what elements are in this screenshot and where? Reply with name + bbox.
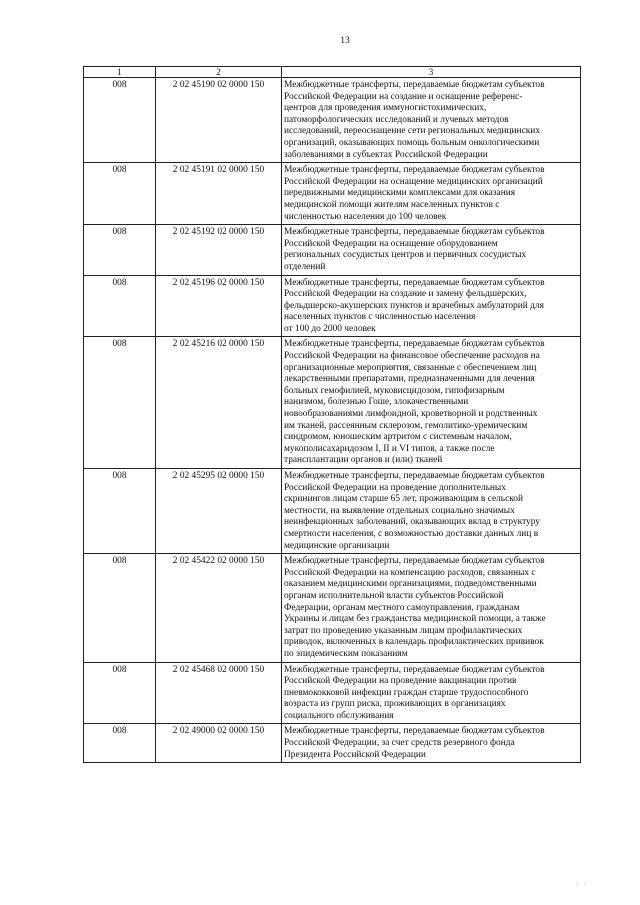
kbk-code-cell: 2 02 45192 02 0000 150: [156, 225, 282, 275]
description-cell: Межбюджетные трансферты, передаваемые бюджетам субъектов Российской Федерации на оснащение медицинских организаций передвижными медицинскими комплексами для оказания медицинской помощи жителям населенных пунктов с численностью населения до 100 человек: [282, 163, 581, 225]
admin-code-cell: 008: [84, 337, 156, 469]
kbk-code-cell: 2 02 45216 02 0000 150: [156, 337, 282, 469]
table-row: [84, 724, 581, 763]
column-header-3: 3: [282, 67, 581, 78]
kbk-code-cell: 2 02 45295 02 0000 150: [156, 469, 282, 554]
admin-code-cell: 008: [84, 469, 156, 554]
kbk-code-cell: 2 02 45196 02 0000 150: [156, 275, 282, 337]
admin-code-cell: 008: [84, 163, 156, 225]
table-row: [84, 225, 581, 275]
table-header-row: [84, 67, 581, 78]
description-cell: Межбюджетные трансферты, передаваемые бюджетам субъектов Российской Федерации на проведение дополнительных скринингов лицам старше 65 лет, проживающим в сельской местности, на выявление отдельных социально значимых неинфекционных заболеваний, оказывающих вклад в структуру смертности населения, с возможностью доставки данных лиц в медицинские организации: [282, 469, 581, 554]
admin-code-cell: 008: [84, 554, 156, 662]
table-row: [84, 554, 581, 662]
admin-code-cell: 008: [84, 275, 156, 337]
description-cell: Межбюджетные трансферты, передаваемые бюджетам субъектов Российской Федерации на компенсацию расходов, связанных с оказанием медицинскими организациями, подведомственными органам исполнительной власти субъектов Российской Федерации, органам местного самоуправления, гражданам Украины и лицам без гражданства медицинской помощи, а также затрат по проведению указанным лицам профилактических приводок, включенных в календарь профилактических прививок по эпидемическим показаниям: [282, 554, 581, 662]
table-row: [84, 469, 581, 554]
kbk-code-cell: 2 02 45191 02 0000 150: [156, 163, 282, 225]
admin-code-cell: 008: [84, 724, 156, 763]
column-header-1: 1: [84, 67, 156, 78]
table-row: [84, 78, 581, 163]
table-row: [84, 337, 581, 469]
budget-codes-table: [83, 66, 581, 763]
admin-code-cell: 008: [84, 225, 156, 275]
description-cell: Межбюджетные трансферты, передаваемые бюджетам субъектов Российской Федерации, за счет средств резервного фонда Президента Российской Федерации: [282, 724, 581, 763]
kbk-code-cell: 2 02 45468 02 0000 150: [156, 662, 282, 724]
kbk-code-cell: 2 02 45422 02 0000 150: [156, 554, 282, 662]
description-cell: Межбюджетные трансферты, передаваемые бюджетам субъектов Российской Федерации на создание и замену фельдшерских, фельдшерско-акушерских пунктов и врачебных амбулаторий для населенных пунктов с численностью населения от 100 до 2000 человек: [282, 275, 581, 337]
column-header-2: 2: [156, 67, 282, 78]
scan-corner-mark: · ·: [576, 881, 588, 887]
table-row: [84, 275, 581, 337]
description-cell: Межбюджетные трансферты, передаваемые бюджетам субъектов Российской Федерации на оснащение оборудованием региональных сосудистых центров и первичных сосудистых отделений: [282, 225, 581, 275]
page-number: 13: [340, 36, 350, 46]
admin-code-cell: 008: [84, 78, 156, 163]
table-row: [84, 662, 581, 724]
kbk-code-cell: 2 02 45190 02 0000 150: [156, 78, 282, 163]
description-cell: Межбюджетные трансферты, передаваемые бюджетам субъектов Российской Федерации на финансовое обеспечение расходов на организационные мероприятия, связанные с обеспечением лиц лекарственными препаратами, предназначенными для лечения больных гемофилией, муковисцидозом, гипофизарным нанизмом, болезнью Гоше, злокачественными новообразованиями лимфоидной, кроветворной и родственных им тканей, рассеянным склерозом, гемолитико-уремическим синдромом, юношеским артритом с системным началом, мукополисахаридозом I, II и VI типов, а также после трансплантации органов и (или) тканей: [282, 337, 581, 469]
description-cell: Межбюджетные трансферты, передаваемые бюджетам субъектов Российской Федерации на проведение вакцинации против пневмококковой инфекции граждан старше трудоспособного возраста из групп риска, проживающих в организациях социального обслуживания: [282, 662, 581, 724]
table-row: [84, 163, 581, 225]
description-cell: Межбюджетные трансферты, передаваемые бюджетам субъектов Российской Федерации на создание и оснащение референс- центров для проведения иммуногистохимических, патоморфологических исследований и лучевых методов исследований, переоснащение сети региональных медицинских организаций, оказывающих помощь больным онкологическими заболеваниями в субъектах Российской Федерации: [282, 78, 581, 163]
kbk-code-cell: 2 02 49000 02 0000 150: [156, 724, 282, 763]
admin-code-cell: 008: [84, 662, 156, 724]
